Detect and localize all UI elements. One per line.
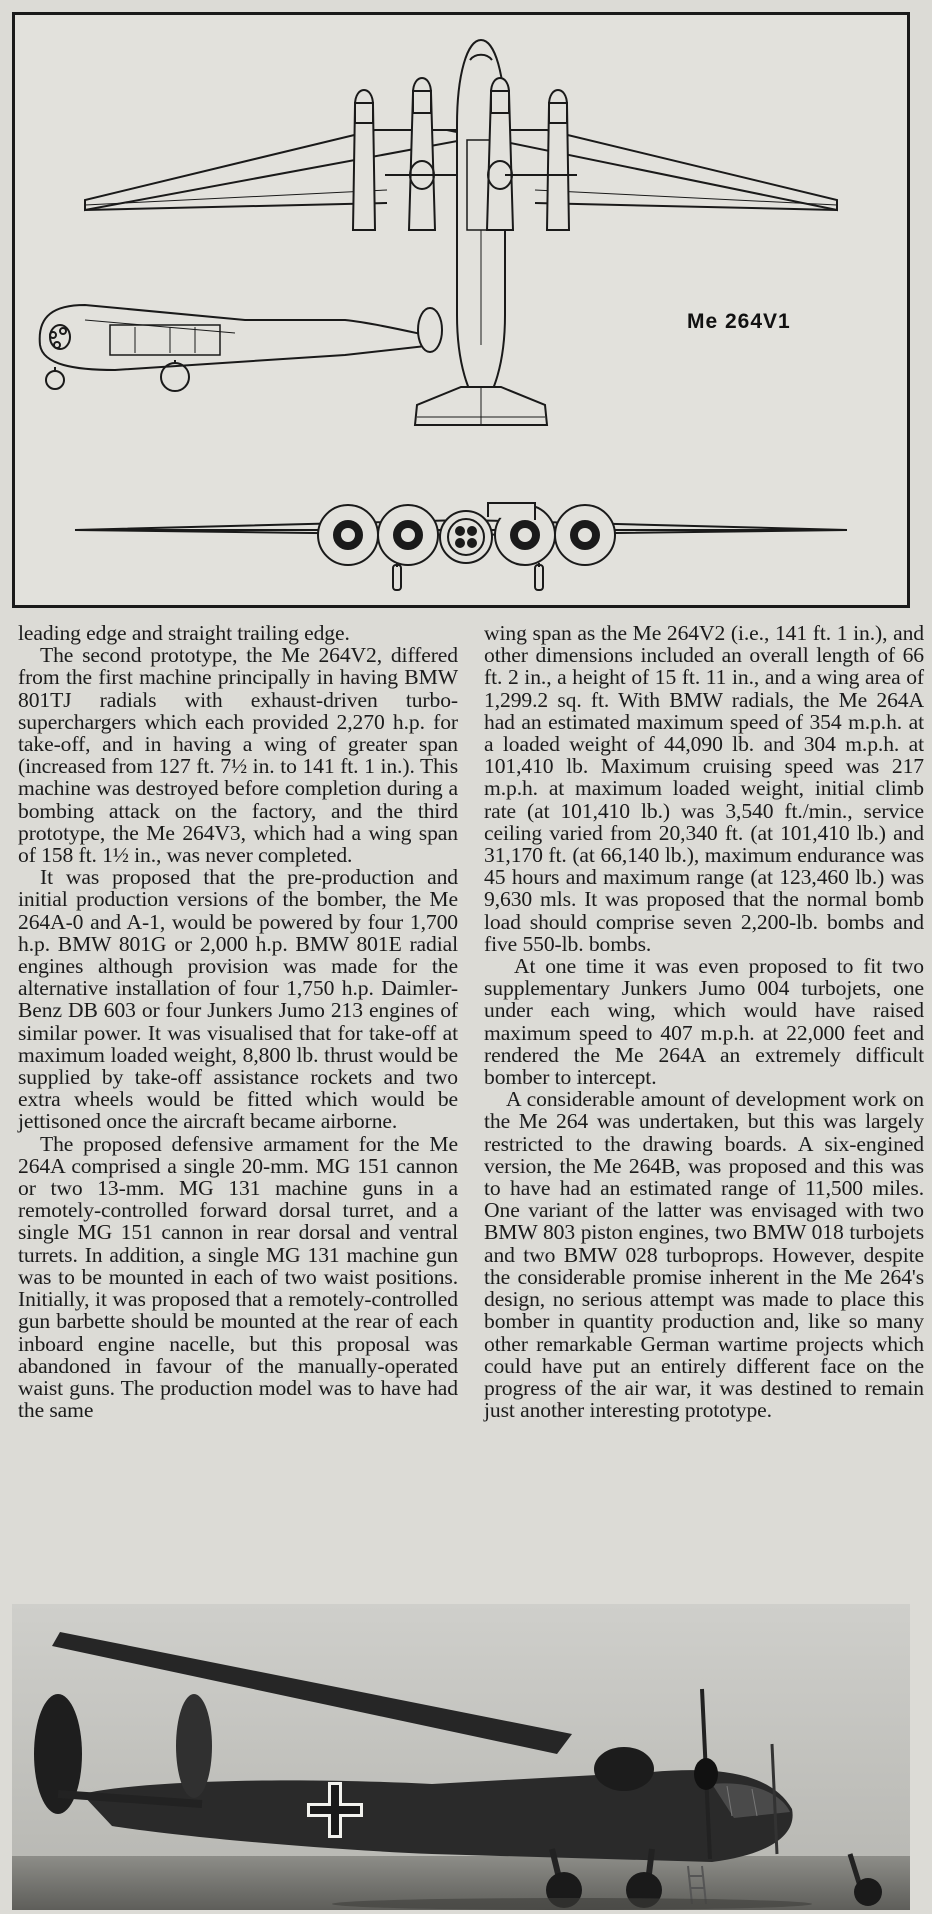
photo-illustration (12, 1604, 910, 1910)
engine-nacelles-left (353, 78, 457, 230)
aircraft-photograph (12, 1604, 910, 1910)
paragraph: wing span as the Me 264V2 (i.e., 141 ft. 1 in.), and other dimensions included an overall length of 66 ft. 2 in., a height of 15 ft. 11 in., and a wing area of 1,299.2 sq. ft. With BMW radials, the Me 264A had an estimated maximum speed of 354 m.p.h. at a loaded weight of 44,090 lb. and 304 m.p.h. at 101,410 lb. Maximum cruising speed was 217 m.p.h. at maximum loaded weight, initial climb rate (at 101,410 lb.) was 3,540 ft./min., service ceiling varied from 20,340 ft. (at 101,410 lb.) and 31,170 ft. (at 66,140 lb.), maximum endurance was 45 hours and maximum range (at 123,460 lb.) was 9,630 mls. It was proposed that the normal bomb load should comprise seven 2,200-lb. bombs and five 550-lb. bombs. (484, 621, 924, 956)
paragraph: It was proposed that the pre-production and initial production versions of the bomber, the Me 264A-0 and A-1, would be powered by four 1,700 h.p. BMW 801G or 2,000 h.p. BMW 801E radial engines although provision was made for the alternative installation of four 1,750 h.p. Daimler-Benz DB 603 or four Junkers Jumo 213 engines of similar power. It was visualised that for take-off at maximum loaded weight, 8,800 lb. thrust would be supplied by take-off assistance rockets and two extra wheels would be fitted which would be jettisoned once the aircraft became airborne. (18, 865, 458, 1134)
paragraph: A considerable amount of development work on the Me 264 was undertaken, but this was largely restricted to the drawing boards. A six-engined version, the Me 264B, was proposed and this was to have had an estimated range of 11,500 miles. One variant of the latter was envisaged with two BMW 803 piston engines, two BMW 018 turbojets and two BMW 028 turboprops. However, despite the considerable promise inherent in the Me 264's design, no serious attempt was made to place this bomber in quantity production and, like so many other remarkable German wartime projects which could have put an entirely different face on the progress of the air war, it was destined to remain just another interesting prototype. (484, 1087, 924, 1423)
engine-nacelles-right (487, 78, 577, 230)
right-text-column (484, 622, 924, 1421)
plan-view (85, 40, 837, 425)
side-view (40, 305, 442, 391)
paragraph: The proposed defensive armament for the Me 264A comprised a single 20-mm. MG 151 cannon or two 13-mm. MG 131 machine guns in a remotely-controlled forward dorsal turret, and a single MG 151 cannon in rear dorsal and ventral turrets. In addition, a single MG 131 machine gun was to be mounted in each of two waist positions. Initially, it was proposed that a remotely-controlled gun barbette should be mounted at the rear of each inboard engine nacelle, but this proposal was abandoned in favour of the manually-operated waist guns. The production model was to have had the same (18, 1131, 458, 1423)
paragraph: The second prototype, the Me 264V2, differed from the first machine principally in having BMW 801TJ radials with exhaust-driven turbo-superchargers which each provided 2,270 h.p. for take-off, and in having a wing of greater span (increased from 127 ft. 7½ in. to 141 ft. 1 in.). This machine was destroyed before completion during a bombing attack on the factory, and the third prototype, the Me 264V3, which had a wing span of 158 ft. 1½ in., was never completed. (18, 643, 458, 868)
three-view-drawing (12, 12, 910, 608)
paragraph: At one time it was even proposed to fit two supplementary Junkers Jumo 004 turbojets, one under each wing, which would have raised maximum speed to 407 m.p.h. at 22,000 feet and rendered the Me 264A an extremely difficult bomber to intercept. (484, 954, 924, 1090)
left-text-column (18, 622, 458, 1421)
paragraph: leading edge and straight trailing edge. (18, 621, 350, 645)
front-view (75, 503, 847, 590)
figure-label: Me 264V1 (687, 310, 791, 333)
